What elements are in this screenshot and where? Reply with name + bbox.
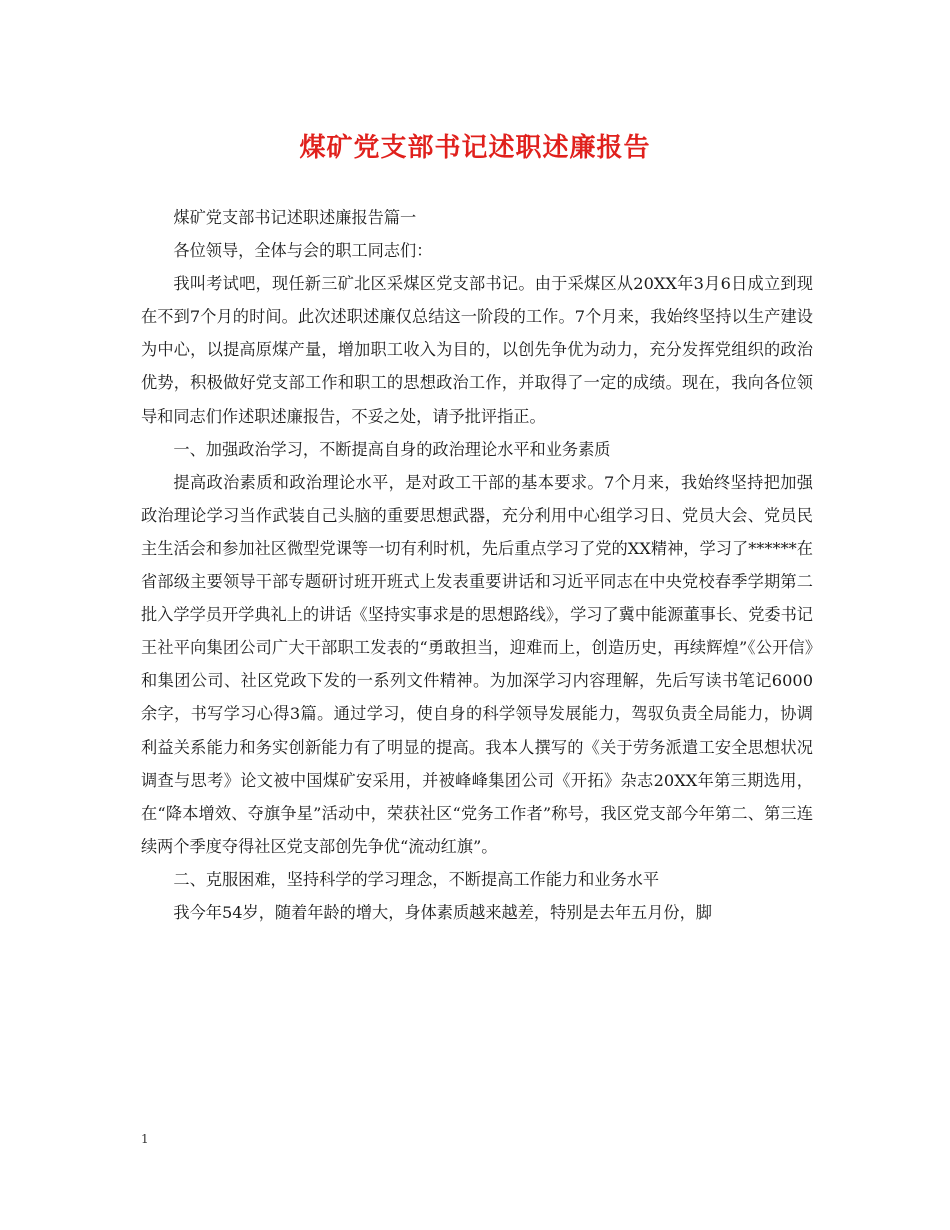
paragraph-salutation: 各位领导，全体与会的职工同志们：: [173, 241, 433, 261]
section-heading-1: 一、加强政治学习，不断提高自身的政治理论水平和业务素质: [173, 439, 611, 459]
paragraph-introduction: 我叫考试吧，现任新三矿北区采煤区党支部书记。由于采煤区从20XX年3月6日成立到现在不到7个月的时间。此次述职述廉仅总结这一阶段的工作。7个月来，我始终坚持以生产建设为中心，以提高原煤产量，增加职工收入为目的，以创先争优为动力，充分发挥党组织的政治优势，积极做好党支部工作和职工的思想政治工作，并取得了一定的成绩。现在，我向各位领导和同志们作述职述廉报告，不妥之处，请予批评指正。: [141, 274, 813, 426]
section-heading-2: 二、克服困难，坚持科学的学习理念，不断提高工作能力和业务水平: [173, 869, 660, 889]
paragraph-section-2: 我今年54岁，随着年龄的增大，身体素质越来越差，特别是去年五月份，脚: [173, 902, 712, 922]
paragraph-section-1: 提高政治素质和政治理论水平，是对政工干部的基本要求。7个月来，我始终坚持把加强政治理论学习当作武装自己头脑的重要思想武器，充分利用中心组学习日、党员大会、党员民主生活会和参加社区微型党课等一切有利时机，先后重点学习了党的XX精神，学习了******在省部级主要领导干部专题研讨班开班式上发表重要讲话和习近平同志在中央党校春季学期第二批入学学员开学典礼上的讲话《坚持实事求是的思想路线》，学习了冀中能源董事长、党委书记王社平向集团公司广大干部职工发表的“勇敢担当，迎难而上，创造历史，再续辉煌”《公开信》和集团公司、社区党政下发的一系列文件精神。为加深学习内容理解，先后写读书笔记6000余字，书写学习心得3篇。通过学习，使自身的科学领导发展能力，驾驭负责全局能力，协调利益关系能力和务实创新能力有了明显的提高。我本人撰写的《关于劳务派遣工安全思想状况调查与思考》论文被中国煤矿安采用，并被峰峰集团公司《开拓》杂志20XX年第三期选用，在“降本增效、夺旗争星”活动中，荣获社区“党务工作者”称号，我区党支部今年第二、第三连续两个季度夺得社区党支部创先争优“流动红旗”。: [141, 472, 813, 856]
page-number: 1: [141, 1132, 149, 1146]
document-title: 煤矿党支部书记述职述廉报告: [299, 133, 651, 163]
paragraph-subtitle: 煤矿党支部书记述职述廉报告篇一: [173, 208, 417, 227]
document-body: [141, 201, 813, 929]
